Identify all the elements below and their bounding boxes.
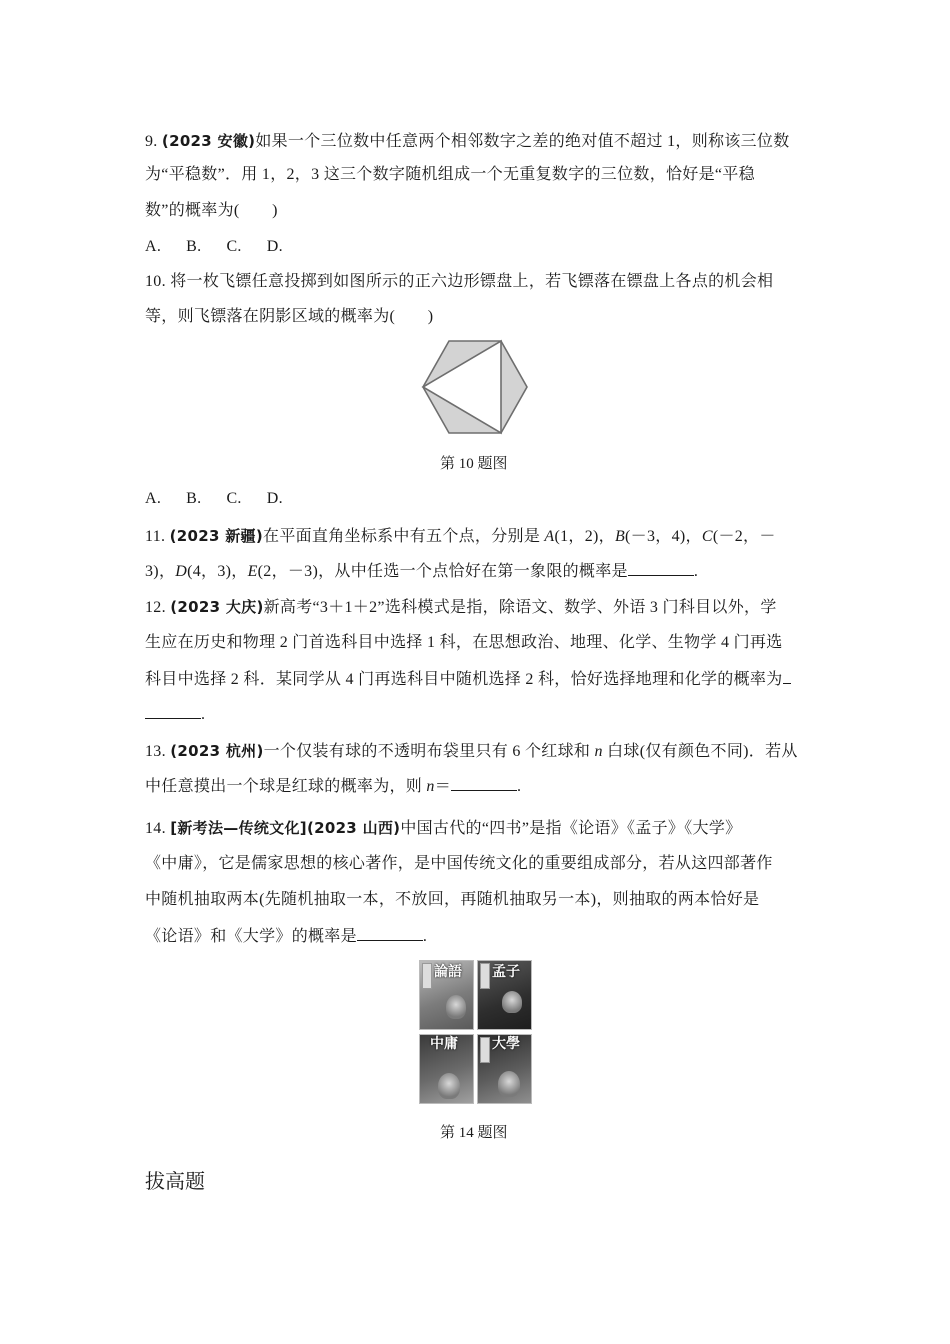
q13-line-1 (145, 741, 798, 762)
q13-equals: ＝ (434, 778, 452, 795)
q11-point-b-coords: (－3，4) (625, 528, 686, 545)
q14-text-4: 《论语》和《大学》的概率是 (145, 928, 357, 945)
q11-text-1: 在平面直角坐标系中有五个点，分别是 (263, 528, 545, 545)
q14-answer-blank[interactable] (357, 926, 423, 941)
q14-text-3: 中随机抽取两本(先随机抽取一本，不放回，再随机抽取另一本)，则抽取的两本恰好是 (145, 891, 760, 908)
q14-line-4 (145, 926, 427, 947)
q13-line-2 (145, 776, 521, 797)
q14-source: (2023 山西) (306, 819, 401, 837)
q11-point-d-coords: (4，3) (187, 563, 232, 580)
q13-answer-blank[interactable] (451, 776, 517, 791)
q12-answer-blank-start[interactable] (783, 669, 791, 684)
book-title-lunyu: 論語 (434, 964, 462, 980)
q9-text-3: 数”的概率为( ) (145, 202, 278, 219)
portrait-image (498, 1071, 520, 1097)
q13-variable-n-2: n (426, 778, 435, 795)
q9-source: (2023 安徽) (161, 132, 256, 150)
q12-line-3 (145, 669, 791, 690)
q9-line-3 (145, 201, 278, 221)
q10-figure-caption: 第 10 题图 (440, 456, 508, 472)
q12-text-1: 新高考“3＋1＋2”选科模式是指，除语文、数学、外语 3 门科目以外，学 (263, 599, 777, 616)
q11-point-b-label: B (614, 528, 626, 545)
q11-line-1: 11. (2023 新疆)在平面直角坐标系中有五个点，分别是 A(1，2)，B(－3，4)，C(－2，－ (145, 527, 776, 545)
book-cover-mengzi (477, 960, 532, 1030)
q12-line-1 (145, 597, 777, 618)
portrait-image (502, 991, 522, 1013)
q11-point-c-label: C (701, 528, 713, 545)
q13-source: (2023 杭州) (170, 742, 264, 760)
q14-number: 14. (145, 820, 166, 837)
q11-point-a-coords: (1，2) (554, 528, 599, 545)
q14-text-1: 中国古代的“四书”是指《论语》《孟子》《大学》 (400, 820, 742, 837)
q9-text-2: 为“平稳数”．用 1，2，3 这三个数字随机组成一个无重复数字的三位数，恰好是“平稳 (145, 166, 755, 183)
book-cover-lunyu (419, 960, 474, 1030)
q10-line-1 (145, 272, 773, 292)
q13-number: 13. (145, 743, 166, 760)
q10-number: 10. (145, 273, 166, 290)
q11-end: . (693, 563, 699, 580)
q11-point-c-coords-part2: 3) (145, 563, 159, 580)
q12-end: . (201, 706, 206, 723)
q9-option-b[interactable]: B. (186, 238, 202, 255)
q14-end: . (422, 928, 428, 945)
q12-text-3: 科目中选择 2 科．某同学从 4 门再选科目中随机选择 2 科，恰好选择地理和化学的概率为 (145, 671, 783, 688)
q14-tag: [新考法—传统文化] (170, 819, 307, 837)
q10-option-c[interactable]: C. (226, 490, 242, 507)
portrait-image (446, 995, 466, 1019)
q10-line-2 (145, 307, 433, 327)
q11-text-2: ，从中任选一个点恰好在第一象限的概率是 (318, 563, 628, 580)
book-cover-zhongyong (419, 1034, 474, 1104)
q9-options (145, 237, 308, 257)
book-title-zhongyong: 中庸 (430, 1036, 458, 1052)
q13-variable-n: n (594, 743, 603, 760)
q10-text-2: 等，则飞镖落在阴影区域的概率为( ) (145, 308, 434, 325)
book-title-daxue: 大學 (492, 1036, 520, 1052)
q11-point-a-label: A (544, 528, 555, 545)
q10-option-d[interactable]: D. (266, 490, 283, 507)
q14-line-3 (145, 890, 759, 910)
q9-option-c[interactable]: C. (226, 238, 242, 255)
q13-text-1a: 一个仅装有球的不透明布袋里只有 6 个红球和 (263, 743, 595, 760)
q11-number: 11. (145, 528, 166, 545)
q12-number: 12. (145, 599, 166, 616)
q12-source: (2023 大庆) (170, 598, 264, 616)
four-books-figure (419, 960, 531, 1104)
q10-option-b[interactable]: B. (186, 490, 202, 507)
q11-point-d-label: D (175, 563, 188, 580)
q10-options (145, 489, 308, 509)
q13-end: . (517, 778, 522, 795)
q11-line-2: 3)，D(4，3)，E(2，－3)，从中任选一个点恰好在第一象限的概率是 . (145, 563, 699, 580)
portrait-image (438, 1073, 460, 1099)
q11-point-e-label: E (247, 563, 258, 580)
q9-line-1 (145, 131, 790, 152)
q9-number: 9. (145, 133, 158, 150)
q11-source: (2023 新疆) (169, 527, 264, 545)
q11-point-c-coords-part1: (－2，－ (712, 528, 776, 545)
book-cover-daxue (477, 1034, 532, 1104)
q14-text-2: 《中庸》，它是儒家思想的核心著作，是中国传统文化的重要组成部分，若从这四部著作 (145, 855, 773, 872)
section-heading: 拔高题 (145, 1169, 205, 1193)
q13-text-1b: 白球(仅有颜色不同)．若从 (602, 743, 798, 760)
q14-line-1 (145, 818, 741, 839)
q12-line-4 (145, 704, 205, 725)
q12-line-2 (145, 633, 783, 653)
q10-text-1: 将一枚飞镖任意投掷到如图所示的正六边形镖盘上，若飞镖落在镖盘上各点的机会相 (170, 273, 774, 290)
q12-answer-blank[interactable] (145, 704, 201, 719)
q9-text-1: 如果一个三位数中任意两个相邻数字之差的绝对值不超过 1，则称该三位数 (255, 133, 790, 150)
q13-text-2a: 中任意摸出一个球是红球的概率为，则 (145, 778, 427, 795)
book-title-mengzi: 孟子 (492, 964, 520, 980)
book-series-tag (480, 963, 490, 989)
q12-text-2: 生应在历史和物理 2 门首选科目中选择 1 科，在思想政治、地理、化学、生物学 4 门再选 (145, 634, 783, 651)
q10-option-a[interactable]: A. (145, 490, 162, 507)
hexagon-dartboard-figure (418, 336, 532, 438)
q11-point-e-coords: (2，－3) (257, 563, 319, 580)
book-series-tag (480, 1037, 490, 1063)
q14-line-2 (145, 854, 773, 874)
q9-line-2 (145, 165, 755, 185)
book-series-tag (422, 963, 432, 989)
q11-answer-blank[interactable] (628, 561, 694, 576)
q9-option-d[interactable]: D. (266, 238, 283, 255)
q9-option-a[interactable]: A. (145, 238, 162, 255)
q14-figure-caption: 第 14 题图 (440, 1125, 508, 1141)
